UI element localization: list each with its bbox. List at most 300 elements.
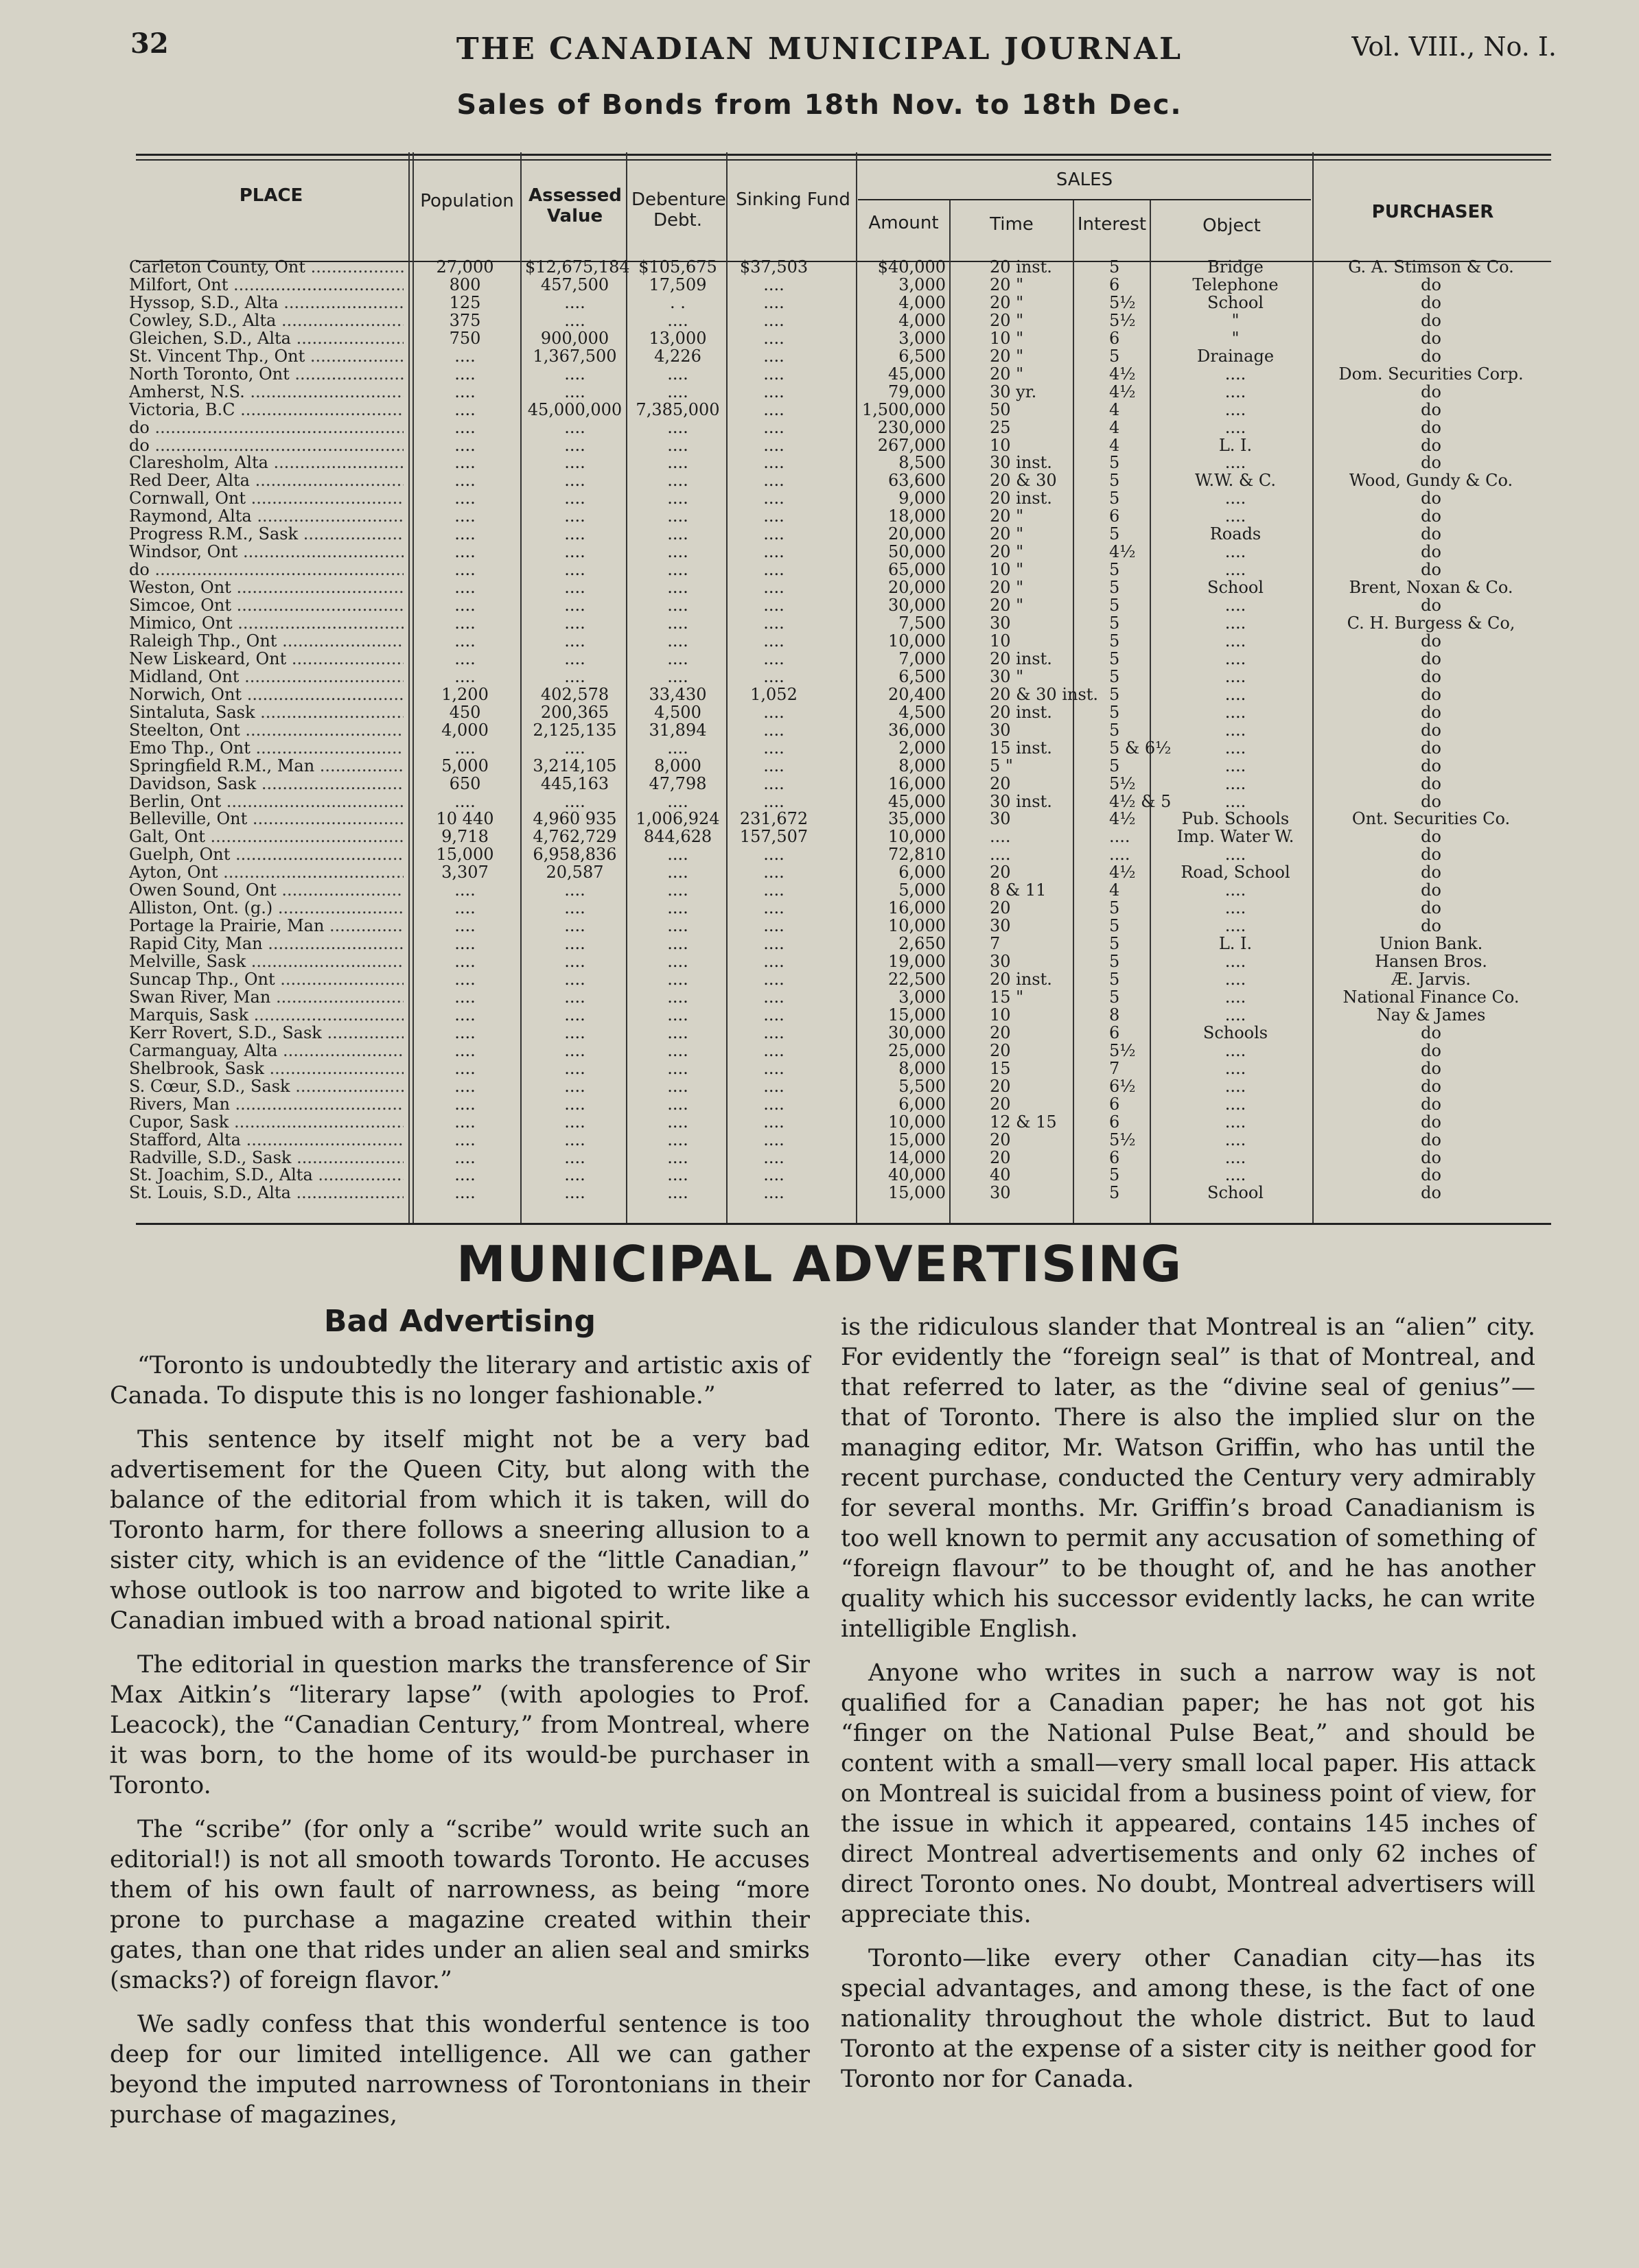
cell-deb: .... <box>667 738 688 758</box>
cell-time: 15 " <box>990 987 1024 1007</box>
cell-obj: L. I. <box>1218 934 1253 954</box>
cell-pur: do <box>1421 1022 1441 1042</box>
cell-amt: 8,500 <box>898 453 946 473</box>
cell-amt: 10,000 <box>888 631 946 651</box>
cell-deb: 1,006,924 <box>636 809 720 829</box>
cell-int: 5½ <box>1109 292 1136 312</box>
cell-place: do ..... <box>129 436 404 454</box>
cell-deb: .... <box>667 1165 688 1185</box>
cell-amt: 79,000 <box>888 382 946 401</box>
cell-time: 25 <box>990 417 1011 437</box>
cell-place: Guelph, Ont ..... <box>129 845 404 863</box>
cell-ass: .... <box>564 489 585 508</box>
cell-int: 5 <box>1109 648 1120 668</box>
cell-sink: .... <box>763 1112 784 1132</box>
cell-time: 20 " <box>990 274 1024 294</box>
cell-int: 5 <box>1109 471 1120 491</box>
cell-amt: 9,000 <box>898 489 946 508</box>
cell-obj: .... <box>1224 1005 1246 1025</box>
cell-amt: 25,000 <box>888 1040 946 1060</box>
cell-deb: .... <box>667 1022 688 1042</box>
cell-ass: .... <box>564 524 585 544</box>
cell-ass: .... <box>564 542 585 562</box>
cell-int: 4 <box>1109 880 1120 900</box>
cell-pop: .... <box>454 1058 476 1078</box>
cell-ass: 20,587 <box>546 863 604 882</box>
cell-time: 30 " <box>990 666 1024 686</box>
cell-deb: .... <box>667 578 688 598</box>
cell-int: 5 <box>1109 934 1120 954</box>
cell-time: 20 <box>990 773 1011 793</box>
cell-pop: .... <box>454 648 476 668</box>
cell-deb: .... <box>667 506 688 526</box>
cell-obj: .... <box>1224 773 1246 793</box>
cell-time: 10 " <box>990 560 1024 580</box>
cell-place: New Liskeard, Ont ..... <box>129 650 404 668</box>
cell-sink: .... <box>763 560 784 580</box>
cell-place: Mimico, Ont ..... <box>129 614 404 632</box>
cell-obj: .... <box>1224 1147 1246 1167</box>
cell-time: 8 & 11 <box>990 880 1047 900</box>
cell-place: Owen Sound, Ont ..... <box>129 881 404 899</box>
cell-sink: .... <box>763 274 784 294</box>
col-sep <box>726 152 728 1223</box>
cell-deb: .... <box>667 1076 688 1096</box>
cell-pur: National Finance Co. <box>1342 987 1520 1007</box>
cell-obj: .... <box>1224 596 1246 616</box>
cell-time: 40 <box>990 1165 1011 1185</box>
cell-deb: 4,226 <box>654 346 701 366</box>
cell-sink: .... <box>763 346 784 366</box>
cell-ass: .... <box>564 1058 585 1078</box>
cell-amt: 36,000 <box>888 720 946 740</box>
article-paragraph: The “scribe” (for only a “scribe” would write such an editorial!) is not all smooth towards Toronto. He accuses them of his own fault of narrowness, as being “more prone to purchase a magazine created within their gates, than one that rides under an alien seal and smirks (smacks?) of foreign flavor.” <box>110 1816 810 1994</box>
cell-deb: .... <box>667 596 688 616</box>
cell-pur: do <box>1421 435 1441 455</box>
cell-pur: do <box>1421 1076 1441 1096</box>
cell-place: Claresholm, Alta ..... <box>129 454 404 471</box>
cell-pur: do <box>1421 845 1441 865</box>
col-sep <box>1150 200 1151 1223</box>
cell-sink: .... <box>763 489 784 508</box>
cell-pop: .... <box>454 364 476 384</box>
col-sep <box>856 152 857 1223</box>
cell-amt: 3,000 <box>898 987 946 1007</box>
cell-place: Raymond, Alta ..... <box>129 507 404 525</box>
cell-time: 20 <box>990 1022 1011 1042</box>
cell-obj: .... <box>1224 702 1246 722</box>
cell-pop: .... <box>454 898 476 918</box>
cell-int: 6 <box>1109 1022 1120 1042</box>
cell-sink: .... <box>763 863 784 882</box>
cell-obj: Imp. Water W. <box>1176 827 1294 847</box>
cell-obj: .... <box>1224 631 1246 651</box>
cell-ass: .... <box>564 310 585 330</box>
cell-place: Belleville, Ont ..... <box>129 810 404 828</box>
cell-time: 20 " <box>990 364 1024 384</box>
article-paragraph: Toronto—like every other Canadian city—has its special advantages, and among these, is the fact of one nationality throughout the whole district. But to laud Toronto at the expense of a sister city is neither good for Toronto nor for Canada. <box>841 1945 1535 2093</box>
cell-deb: 13,000 <box>649 328 707 348</box>
cell-amt: 5,000 <box>898 880 946 900</box>
cell-ass: 900,000 <box>540 328 609 348</box>
cell-sink: .... <box>763 1076 784 1096</box>
cell-obj: Telephone <box>1192 274 1279 294</box>
cell-pop: .... <box>454 578 476 598</box>
cell-deb: .... <box>667 471 688 491</box>
cell-time: 20 " <box>990 346 1024 366</box>
cell-pur: do <box>1421 346 1441 366</box>
cell-ass: .... <box>564 648 585 668</box>
cell-int: 4½ <box>1109 364 1136 384</box>
cell-ass: .... <box>564 791 585 811</box>
cell-pop: .... <box>454 952 476 972</box>
cell-int: 5 <box>1109 720 1120 740</box>
cell-int: 5 & 6½ <box>1109 738 1172 758</box>
cell-obj: .... <box>1224 1165 1246 1185</box>
cell-ass: .... <box>564 1112 585 1132</box>
cell-int: 4½ <box>1109 382 1136 401</box>
cell-place: Springfield R.M., Man ..... <box>129 757 404 775</box>
cell-time: 20 " <box>990 596 1024 616</box>
cell-amt: 30,000 <box>888 1022 946 1042</box>
cell-sink: .... <box>763 987 784 1007</box>
cell-time: .... <box>990 827 1011 847</box>
cell-time: 20 " <box>990 578 1024 598</box>
journal-title: THE CANADIAN MUNICIPAL JOURNAL <box>456 32 1183 67</box>
cell-amt: 18,000 <box>888 506 946 526</box>
cell-deb: .... <box>667 791 688 811</box>
cell-place: Amherst, N.S. ..... <box>129 383 404 401</box>
cell-pop: .... <box>454 435 476 455</box>
cell-obj: Schools <box>1202 1022 1268 1042</box>
col-header-debenture: Debenture Debt. <box>631 189 726 231</box>
cell-deb: . . <box>670 292 686 312</box>
cell-int: 5 <box>1109 970 1120 989</box>
cell-place: Midland, Ont ..... <box>129 668 404 686</box>
cell-pop: 5,000 <box>441 756 489 775</box>
cell-place: Hyssop, S.D., Alta ..... <box>129 294 404 312</box>
cell-place: S. Cœur, S.D., Sask ..... <box>129 1077 404 1095</box>
cell-time: 30 <box>990 916 1011 936</box>
cell-int: 5 <box>1109 987 1120 1007</box>
cell-ass: .... <box>564 1165 585 1185</box>
cell-pop: 125 <box>449 292 481 312</box>
cell-deb: 844,628 <box>643 827 712 847</box>
cell-time: 30 <box>990 1183 1011 1203</box>
cell-pop: .... <box>454 791 476 811</box>
col-header-interest: Interest <box>1077 214 1147 235</box>
cell-time: 20 inst. <box>990 702 1052 722</box>
cell-time: 20 " <box>990 310 1024 330</box>
cell-pur: do <box>1421 720 1441 740</box>
cell-sink: .... <box>763 880 784 900</box>
cell-pur: do <box>1421 1058 1441 1078</box>
cell-deb: .... <box>667 1112 688 1132</box>
cell-time: 20 inst. <box>990 648 1052 668</box>
cell-int: 5 <box>1109 631 1120 651</box>
cell-time: 15 inst. <box>990 738 1052 758</box>
cell-pur: do <box>1421 791 1441 811</box>
cell-amt: 6,000 <box>898 863 946 882</box>
cell-sink: .... <box>763 399 784 419</box>
cell-time: .... <box>990 845 1011 865</box>
cell-ass: .... <box>564 613 585 633</box>
cell-time: 20 <box>990 1147 1011 1167</box>
cell-sink: .... <box>763 542 784 562</box>
cell-ass: .... <box>564 987 585 1007</box>
cell-place: Gleichen, S.D., Alta ..... <box>129 329 404 347</box>
cell-sink: .... <box>763 453 784 473</box>
cell-pur: do <box>1421 880 1441 900</box>
cell-deb: .... <box>667 1058 688 1078</box>
cell-pur: Dom. Securities Corp. <box>1338 364 1524 384</box>
cell-deb: .... <box>667 952 688 972</box>
cell-amt: 15,000 <box>888 1130 946 1149</box>
cell-obj: Pub. Schools <box>1181 809 1290 829</box>
cell-pur: do <box>1421 898 1441 918</box>
cell-ass: .... <box>564 578 585 598</box>
cell-sink: .... <box>763 845 784 865</box>
cell-amt: 20,400 <box>888 684 946 704</box>
cell-ass: .... <box>564 880 585 900</box>
cell-obj: W.W. & C. <box>1195 471 1276 491</box>
cell-deb: .... <box>667 898 688 918</box>
article-paragraph: The editorial in question marks the transference of Sir Max Aitkin’s “literary lapse” (with apologies to Prof. Leacock), the “Canadian Century,” from Montreal, where it was born, to the home of its would-be purchaser in Toronto. <box>110 1651 810 1799</box>
cell-ass: 1,367,500 <box>533 346 617 366</box>
cell-obj: .... <box>1224 666 1246 686</box>
cell-pur: do <box>1421 827 1441 847</box>
cell-obj: .... <box>1224 791 1246 811</box>
cell-amt: 4,500 <box>898 702 946 722</box>
cell-pur: C. H. Burgess & Co, <box>1347 613 1515 633</box>
cell-pur: do <box>1421 773 1441 793</box>
cell-amt: 45,000 <box>888 364 946 384</box>
article-right-column <box>841 1312 1535 2108</box>
cell-time: 30 <box>990 809 1011 829</box>
cell-amt: 267,000 <box>877 435 946 455</box>
cell-obj: .... <box>1224 845 1246 865</box>
cell-ass: .... <box>564 666 585 686</box>
cell-pop: .... <box>454 613 476 633</box>
cell-amt: 72,810 <box>888 845 946 865</box>
table-bottom-rule <box>136 1223 1551 1225</box>
cell-sink: .... <box>763 791 784 811</box>
cell-obj: " <box>1231 328 1240 348</box>
cell-pur: do <box>1421 417 1441 437</box>
cell-int: 6 <box>1109 328 1120 348</box>
cell-amt: 8,000 <box>898 756 946 775</box>
cell-obj: .... <box>1224 1076 1246 1096</box>
cell-place: do ..... <box>129 561 404 578</box>
cell-place: Progress R.M., Sask ..... <box>129 525 404 543</box>
cell-deb: .... <box>667 1094 688 1114</box>
cell-sink: .... <box>763 1165 784 1185</box>
cell-ass: .... <box>564 738 585 758</box>
col-sep <box>949 200 951 1223</box>
cell-obj: .... <box>1224 364 1246 384</box>
cell-place: Stafford, Alta ..... <box>129 1131 404 1149</box>
cell-int: 5½ <box>1109 1040 1136 1060</box>
cell-time: 7 <box>990 934 1001 954</box>
cell-int: 5 <box>1109 898 1120 918</box>
cell-int: 5 <box>1109 578 1120 598</box>
cell-pop: .... <box>454 524 476 544</box>
cell-pop: .... <box>454 346 476 366</box>
cell-pop: .... <box>454 880 476 900</box>
cell-amt: 15,000 <box>888 1183 946 1203</box>
cell-amt: 22,500 <box>888 970 946 989</box>
cell-pop: .... <box>454 738 476 758</box>
cell-sink: .... <box>763 1022 784 1042</box>
cell-pop: .... <box>454 399 476 419</box>
cell-obj: .... <box>1224 916 1246 936</box>
cell-pop: 3,307 <box>441 863 489 882</box>
cell-deb: .... <box>667 845 688 865</box>
cell-place: Rapid City, Man ..... <box>129 935 404 952</box>
cell-pop: .... <box>454 987 476 1007</box>
col-header-population: Population <box>420 191 514 211</box>
cell-place: Carleton County, Ont ..... <box>129 258 404 276</box>
cell-time: 5 " <box>990 756 1013 775</box>
cell-obj: .... <box>1224 399 1246 419</box>
cell-ass: .... <box>564 435 585 455</box>
cell-pur: Æ. Jarvis. <box>1391 970 1471 989</box>
cell-int: 5 <box>1109 666 1120 686</box>
cell-sink: .... <box>763 596 784 616</box>
cell-time: 30 inst. <box>990 453 1052 473</box>
cell-amt: 10,000 <box>888 916 946 936</box>
article-paragraph: Anyone who writes in such a narrow way is not qualified for a Canadian paper; he has not got his “finger on the National Pulse Beat,” and should be content with a small—very small local paper. His attack on Montreal is suicidal from a business point of view, for the issue in which it appeared, contains 145 inches of direct Montreal advertisements and only 62 inches of direct Toronto ones. No doubt, Montreal advertisers will appreciate this. <box>841 1659 1535 1928</box>
cell-obj: .... <box>1224 720 1246 740</box>
cell-obj: .... <box>1224 738 1246 758</box>
cell-pur: do <box>1421 1147 1441 1167</box>
cell-pur: do <box>1421 631 1441 651</box>
cell-sink: 231,672 <box>739 809 809 829</box>
cell-obj: .... <box>1224 880 1246 900</box>
cell-pur: do <box>1421 292 1441 312</box>
cell-int: 5 <box>1109 453 1120 473</box>
cell-time: 20 <box>990 1076 1011 1096</box>
cell-place: Milfort, Ont ..... <box>129 276 404 294</box>
cell-time: 20 <box>990 1094 1011 1114</box>
col-header-place: PLACE <box>239 185 303 206</box>
cell-ass: .... <box>564 1183 585 1203</box>
cell-deb: .... <box>667 648 688 668</box>
cell-ass: .... <box>564 471 585 491</box>
cell-pop: 27,000 <box>436 257 494 277</box>
cell-time: 20 <box>990 898 1011 918</box>
cell-pur: do <box>1421 1130 1441 1149</box>
cell-time: 10 <box>990 1005 1011 1025</box>
cell-int: 4 <box>1109 417 1120 437</box>
cell-pur: do <box>1421 506 1441 526</box>
cell-deb: 31,894 <box>649 720 707 740</box>
cell-pur: do <box>1421 702 1441 722</box>
cell-int: 5 <box>1109 756 1120 775</box>
cell-int: 5 <box>1109 916 1120 936</box>
cell-pur: do <box>1421 596 1441 616</box>
cell-pur: do <box>1421 489 1441 508</box>
cell-obj: Road, School <box>1181 863 1290 882</box>
cell-obj: .... <box>1224 898 1246 918</box>
cell-obj: .... <box>1224 613 1246 633</box>
article-paragraph: is the ridiculous slander that Montreal is an “alien” city. For evidently the “foreign seal” is that of Montreal, and that referred to later, as the “divine seal of genius”—that of Toronto. There is also the implied slur on the managing editor, Mr. Watson Griffin, who has until the recent purchase, conducted the Century very admirably for several months. Mr. Griffin’s broad Canadianism is too well known to permit any accusation of something of “foreign flavour” to be thought of, and he has another quality which his successor evidently lacks, he can write intelligible English. <box>841 1313 1535 1643</box>
cell-amt: 2,000 <box>898 738 946 758</box>
cell-time: 20 <box>990 1040 1011 1060</box>
cell-deb: .... <box>667 613 688 633</box>
cell-pop: .... <box>454 560 476 580</box>
cell-time: 20 inst. <box>990 489 1052 508</box>
cell-obj: School <box>1207 292 1264 312</box>
cell-amt: 6,500 <box>898 346 946 366</box>
cell-ass: .... <box>564 970 585 989</box>
cell-pur: do <box>1421 1183 1441 1203</box>
cell-pop: .... <box>454 453 476 473</box>
cell-pur: do <box>1421 274 1441 294</box>
cell-time: 30 <box>990 613 1011 633</box>
cell-ass: 6,958,836 <box>533 845 617 865</box>
cell-deb: .... <box>667 880 688 900</box>
cell-time: 20 <box>990 863 1011 882</box>
cell-deb: 8,000 <box>654 756 701 775</box>
cell-pur: do <box>1421 684 1441 704</box>
cell-pop: .... <box>454 666 476 686</box>
volume-issue: Vol. VIII., No. I. <box>1351 32 1557 62</box>
cell-amt: 15,000 <box>888 1005 946 1025</box>
cell-sink: .... <box>763 292 784 312</box>
col-header-assessed: Assessed Value <box>528 185 622 226</box>
cell-pop: .... <box>454 1076 476 1096</box>
cell-obj: .... <box>1224 1058 1246 1078</box>
cell-ass: 457,500 <box>540 274 609 294</box>
article-paragraph: “Toronto is undoubtedly the literary and artistic axis of Canada. To dispute this is no longer fashionable.” <box>110 1352 810 1410</box>
cell-int: 5 <box>1109 684 1120 704</box>
cell-ass: .... <box>564 596 585 616</box>
cell-ass: .... <box>564 1130 585 1149</box>
cell-int: .... <box>1109 827 1130 847</box>
cell-deb: .... <box>667 560 688 580</box>
cell-deb: .... <box>667 453 688 473</box>
cell-amt: 35,000 <box>888 809 946 829</box>
cell-amt: 4,000 <box>898 292 946 312</box>
cell-ass: .... <box>564 1022 585 1042</box>
cell-amt: 14,000 <box>888 1147 946 1167</box>
cell-pop: .... <box>454 489 476 508</box>
cell-sink: .... <box>763 1005 784 1025</box>
cell-ass: .... <box>564 631 585 651</box>
col-sep <box>408 152 410 1223</box>
cell-place: St. Louis, S.D., Alta ..... <box>129 1184 404 1202</box>
cell-ass: .... <box>564 898 585 918</box>
cell-pop: .... <box>454 1183 476 1203</box>
cell-int: 5 <box>1109 346 1120 366</box>
cell-ass: .... <box>564 1040 585 1060</box>
cell-pur: do <box>1421 1040 1441 1060</box>
cell-pop: .... <box>454 1147 476 1167</box>
cell-deb: $105,675 <box>638 257 717 277</box>
cell-pop: .... <box>454 1165 476 1185</box>
cell-ass: 4,762,729 <box>533 827 617 847</box>
cell-place: Emo Thp., Ont ..... <box>129 739 404 757</box>
cell-sink: .... <box>763 364 784 384</box>
cell-pur: do <box>1421 916 1441 936</box>
cell-place: do ..... <box>129 419 404 436</box>
cell-sink: .... <box>763 720 784 740</box>
cell-int: 6 <box>1109 506 1120 526</box>
cell-pop: 800 <box>449 274 481 294</box>
cell-place: Davidson, Sask ..... <box>129 775 404 793</box>
cell-int: 7 <box>1109 1058 1120 1078</box>
